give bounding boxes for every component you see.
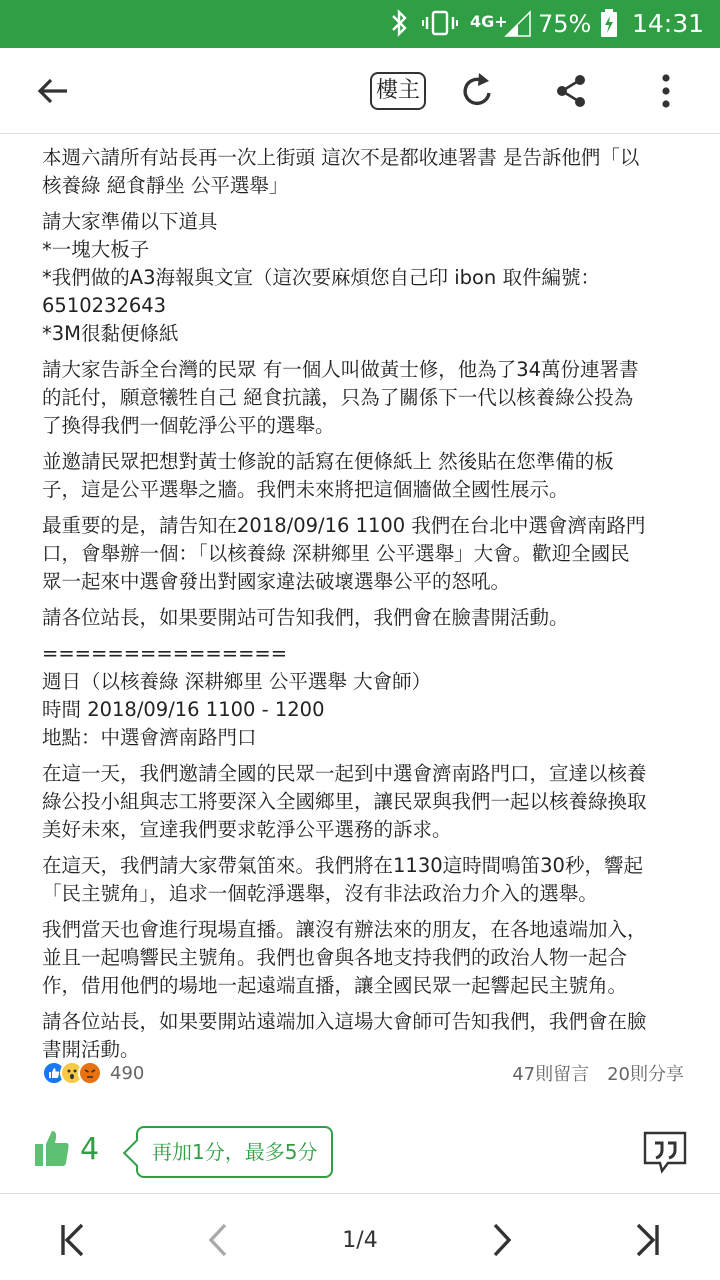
share-icon [553,73,589,109]
op-only-button[interactable] [366,64,430,118]
first-page-button[interactable] [50,1220,94,1260]
page-indicator[interactable] [330,1220,390,1260]
post-line: 並邀請民眾把想對黃士修說的話寫在便條紙上 然後貼在您準備的板 [42,450,614,473]
quote-button[interactable] [642,1130,688,1174]
post-line: 書開活動。 [42,1038,140,1061]
post-line: 週日（以核養綠 深耕鄉里 公平選舉 大會師） [42,670,432,693]
post-paragraph [42,760,692,844]
top-toolbar [0,48,720,134]
last-page-button[interactable] [626,1220,670,1260]
post-paragraph [42,1008,692,1064]
back-button[interactable] [28,64,78,118]
post-paragraph [42,604,692,632]
vote-bar [0,1114,720,1194]
post-line: 作，借用他們的場地一起遠端直播，讓全國民眾一起響起民主號角。 [42,974,628,997]
network-type: 4G+ [470,12,508,31]
post-line: 「民主號角」，追求一個乾淨選舉，沒有非法政治力介入的選舉。 [42,882,598,905]
post-line: 子，這是公平選舉之牆。我們未來將把這個牆做全國性展示。 [42,478,569,501]
angry-reaction-icon [78,1061,102,1085]
post-paragraph [42,356,692,440]
battery-percent: 75% [538,10,592,38]
post-line: 在這天，我們請大家帶氣笛來。我們將在1130這時間鳴笛30秒，響起 [42,854,643,877]
post-line: 最重要的是，請告知在2018/09/16 1100 我們在台北中選會濟南路門 [42,514,646,537]
post-line: 的託付，願意犧牲自己 絕食抗議，只為了關係下一代以核養綠公投為 [42,386,634,409]
comment-count[interactable]: 47則留言 [512,1064,590,1085]
prev-page-button[interactable] [196,1220,240,1260]
first-page-icon [58,1222,86,1258]
post-paragraph [42,852,692,908]
back-arrow-icon [35,73,71,109]
battery-charging-icon [600,8,618,46]
upvote-button[interactable] [34,1128,70,1168]
vibrate-icon [422,8,458,46]
post-paragraph [42,208,692,348]
signal-icon [504,8,532,46]
post-line: 眾一起來中選會發出對國家違法破壞選舉公平的怒吼。 [42,570,511,593]
post-line: 本週六請所有站長再一次上街頭 這次不是都收連署書 是告訴他們「以 [42,146,640,169]
post-paragraph [42,144,692,200]
post-line: 並且一起鳴響民主號角。我們也會與各地支持我們的政治人物一起合 [42,946,628,969]
post-paragraph [42,640,692,752]
clock: 14:31 [632,9,705,38]
reaction-summary[interactable] [42,1058,144,1088]
vote-bonus-tooltip[interactable]: 再加1分，最多5分 [136,1126,333,1178]
page-navigator [0,1200,720,1280]
chevron-right-icon [491,1222,513,1258]
post-line: 6510232643 [42,294,167,317]
post-line: 時間 2018/09/16 1100 - 1200 [42,698,325,721]
quote-icon [642,1130,688,1174]
post-line: *我們做的A3海報與文宣（這次要麻煩您自己印 ibon 取件編號： [42,266,600,289]
page-number: 1/4 [342,1227,378,1253]
post-stats [494,1058,684,1088]
share-count[interactable]: 20則分享 [607,1064,684,1085]
post-line: 地點：中選會濟南路門口 [42,726,257,749]
vote-count: 4 [80,1132,100,1167]
refresh-button[interactable] [452,64,502,118]
post-body [42,144,692,1072]
op-only-label: 樓主 [370,72,426,110]
post-line: 請各位站長，如果要開站可告知我們，我們會在臉書開活動。 [42,606,569,629]
share-button[interactable] [546,64,596,118]
post-line: 美好未來，宣達我們要求乾淨公平選務的訴求。 [42,818,452,841]
post-line: =============== [42,642,288,665]
post-line: 請大家告訴全台灣的民眾 有一個人叫做黃士修，他為了34萬份連署書 [42,358,639,381]
status-bar [0,0,720,48]
post-paragraph [42,448,692,504]
post-line: 口，會舉辦一個：「以核養綠 深耕鄉里 公平選舉」大會。歡迎全國民 [42,542,630,565]
bluetooth-icon [388,8,410,46]
more-vert-icon [660,73,672,109]
post-line: 我們當天也會進行現場直播。讓沒有辦法來的朋友，在各地遠端加入， [42,918,647,941]
post-paragraph [42,512,692,596]
reaction-count: 490 [110,1062,145,1084]
post-line: 了換得我們一個乾淨公平的選舉。 [42,414,335,437]
last-page-icon [634,1222,662,1258]
thumbs-up-icon [34,1128,70,1168]
next-page-button[interactable] [480,1220,524,1260]
post-line: 綠公投小組與志工將要深入全國鄉里，讓民眾與我們一起以核養綠換取 [42,790,647,813]
post-line: 請各位站長，如果要開站遠端加入這場大會師可告知我們，我們會在臉 [42,1010,647,1033]
post-line: *3M很黏便條紙 [42,322,179,345]
post-line: 核養綠 絕食靜坐 公平選舉」 [42,174,289,197]
more-button[interactable] [644,64,688,118]
post-line: 請大家準備以下道具 [42,210,218,233]
post-line: 在這一天，我們邀請全國的民眾一起到中選會濟南路門口，宣達以核養 [42,762,647,785]
chevron-left-icon [207,1222,229,1258]
post-line: *一塊大板子 [42,238,150,261]
refresh-icon [457,71,497,111]
post-paragraph [42,916,692,1000]
